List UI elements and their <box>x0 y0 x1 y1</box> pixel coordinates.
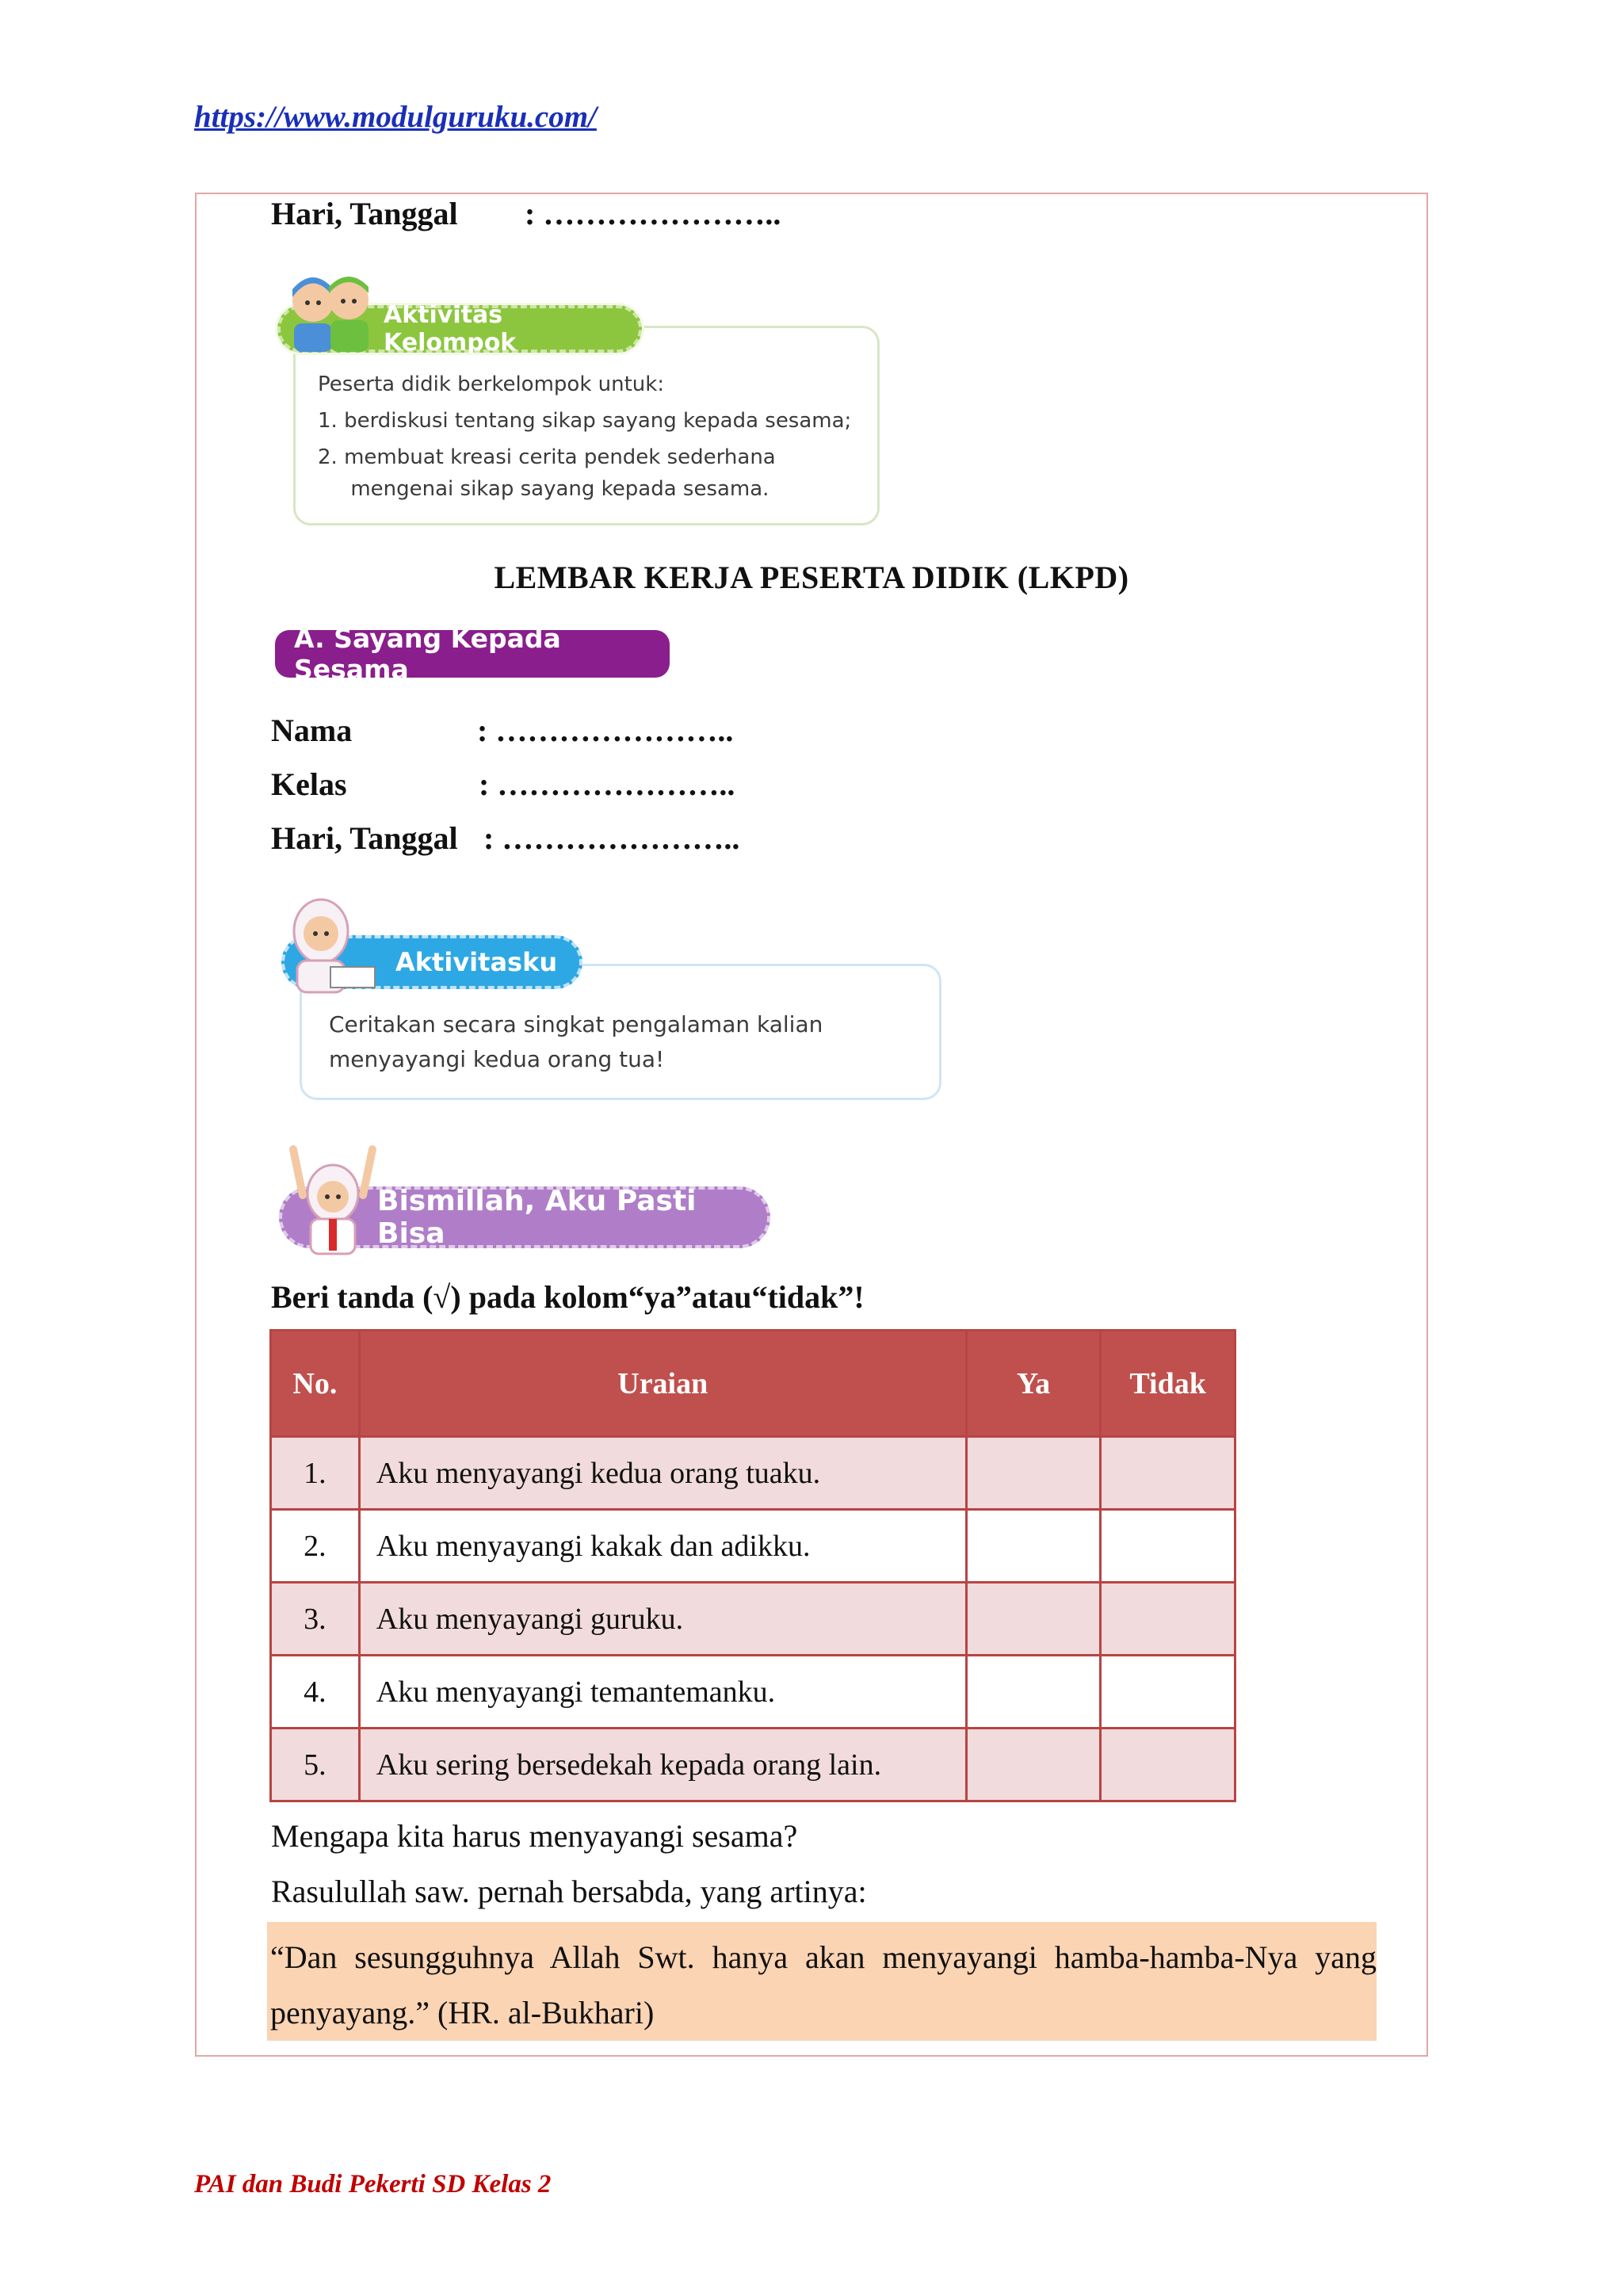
field-nama <box>271 712 734 749</box>
ya-checkbox-cell[interactable] <box>966 1583 1101 1656</box>
ya-checkbox-cell[interactable] <box>966 1729 1101 1801</box>
tidak-checkbox-cell[interactable] <box>1101 1656 1235 1729</box>
table-row <box>271 1729 1235 1801</box>
row-statement: Aku menyayangi temantemanku. <box>359 1656 966 1729</box>
tidak-checkbox-cell[interactable] <box>1101 1583 1235 1656</box>
table-row <box>271 1437 1235 1510</box>
header-url-link[interactable]: https://www.modulguruku.com/ <box>194 100 597 134</box>
hadith-intro-text: Rasulullah saw. pernah bersabda, yang artinya: <box>271 1874 867 1909</box>
page-title: LEMBAR KERJA PESERTA DIDIK (LKPD) <box>494 560 1129 595</box>
section-badge: A. Sayang Kepada Sesama <box>275 630 670 678</box>
row-statement: Aku sering bersedekah kepada orang lain. <box>359 1729 966 1801</box>
table-header-row <box>271 1331 1235 1437</box>
header-uraian: Uraian <box>359 1331 966 1437</box>
field-kelas-value: : ………………….. <box>479 766 735 802</box>
field-nama-value: : ………………….. <box>477 712 734 748</box>
header-tidak: Tidak <box>1101 1331 1235 1437</box>
ya-checkbox-cell[interactable] <box>966 1510 1101 1583</box>
checklist-table <box>269 1329 1236 1802</box>
header-no: No. <box>271 1331 360 1437</box>
aktivitas-kelompok-badge: Aktivitas Kelompok <box>277 305 642 353</box>
field-hari-tanggal-label: Hari, Tanggal <box>271 820 458 856</box>
writing-student-icon <box>281 888 392 999</box>
field-kelas <box>271 766 735 803</box>
question-text: Mengapa kita harus menyayangi sesama? <box>271 1818 798 1854</box>
cheering-student-icon <box>285 1140 380 1259</box>
kelompok-item-1: 1. berdiskusi tentang sikap sayang kepada sesama; <box>318 409 852 433</box>
row-number: 2. <box>271 1510 360 1583</box>
row-statement: Aku menyayangi guruku. <box>359 1583 966 1656</box>
field-kelas-label: Kelas <box>271 766 347 802</box>
aktivitasku-line-1: Ceritakan secara singkat pengalaman kalian <box>329 1011 823 1037</box>
instruction-text: Beri tanda (√) pada kolom“ya”atau“tidak”! <box>271 1279 865 1315</box>
row-statement: Aku menyayangi kedua orang tuaku. <box>359 1437 966 1510</box>
row-number: 3. <box>271 1583 360 1656</box>
row-number: 4. <box>271 1656 360 1729</box>
kelompok-intro: Peserta didik berkelompok untuk: <box>318 372 665 396</box>
row-statement: Aku menyayangi kakak dan adikku. <box>359 1510 966 1583</box>
top-date-value: : ………………….. <box>525 196 781 231</box>
aktivitasku-badge: Aktivitasku <box>281 935 582 989</box>
field-hari-tanggal-value: : ………………….. <box>483 820 740 856</box>
hadith-quote: “Dan sesungguhnya Allah Swt. hanya akan menyayangi hamba-hamba-Nya yang penyayang.” (HR. al-Bukhari) <box>267 1922 1377 2041</box>
two-students-icon <box>281 262 376 353</box>
tidak-checkbox-cell[interactable] <box>1101 1437 1235 1510</box>
field-hari-tanggal <box>271 819 740 857</box>
kelompok-item-2: 2. membuat kreasi cerita pendek sederhana <box>318 445 776 469</box>
field-nama-label: Nama <box>271 712 353 748</box>
header-ya: Ya <box>966 1331 1101 1437</box>
tidak-checkbox-cell[interactable] <box>1101 1729 1235 1801</box>
ya-checkbox-cell[interactable] <box>966 1656 1101 1729</box>
footer-text: PAI dan Budi Pekerti SD Kelas 2 <box>194 2170 552 2199</box>
bismillah-badge: Bismillah, Aku Pasti Bisa <box>279 1186 770 1248</box>
row-number: 1. <box>271 1437 360 1510</box>
top-date-label: Hari, Tanggal <box>271 196 458 231</box>
row-number: 5. <box>271 1729 360 1801</box>
table-row <box>271 1583 1235 1656</box>
table-row <box>271 1656 1235 1729</box>
table-row <box>271 1510 1235 1583</box>
kelompok-item-2-cont: mengenai sikap sayang kepada sesama. <box>318 477 769 501</box>
aktivitasku-line-2: menyayangi kedua orang tua! <box>329 1046 665 1072</box>
ya-checkbox-cell[interactable] <box>966 1437 1101 1510</box>
tidak-checkbox-cell[interactable] <box>1101 1510 1235 1583</box>
top-date-field <box>271 195 781 232</box>
